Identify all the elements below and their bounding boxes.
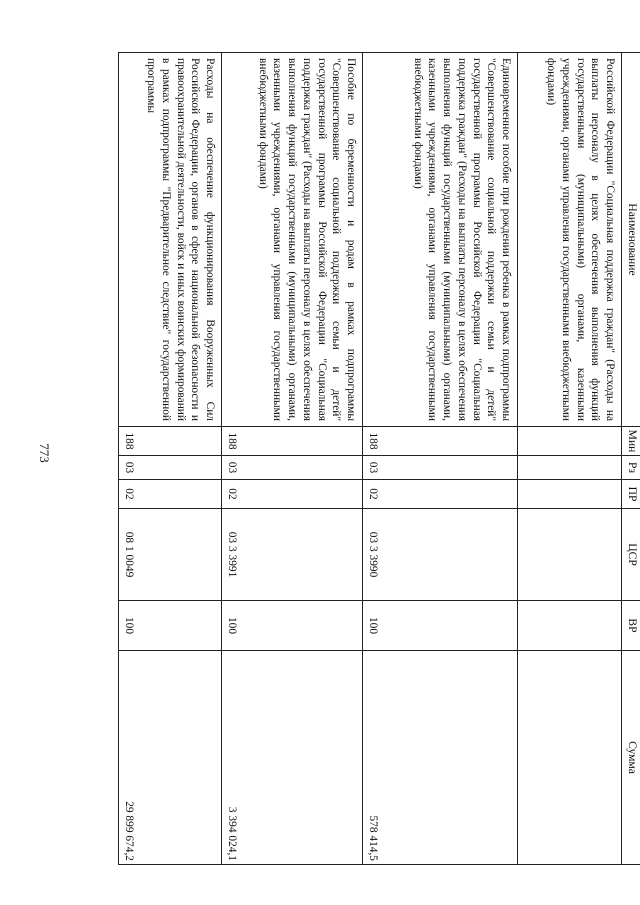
table-header-row — [622, 53, 640, 865]
row-name: Пособие по беременности и родам в рамках подпрограммы "Совершенствование социальной поддержки семьи и детей" государственной программы Российской Федерации "Социальная поддержка граждан" (Расходы на выплаты персоналу в целях обеспечения выполнения функций государственными (муниципальными) органами, казенными учреждениями, органами управления государственными внебюджетными фондами) — [222, 53, 363, 427]
header-min: Мин — [622, 427, 640, 456]
row-min: 188 — [363, 427, 518, 456]
row-csr: 08 1 0049 — [119, 509, 222, 601]
row-rz: 03 — [222, 456, 363, 480]
row-vr — [518, 601, 622, 651]
row-rz — [518, 456, 622, 480]
row-vr: 100 — [363, 601, 518, 651]
row-rz: 03 — [363, 456, 518, 480]
row-name: Российской Федерации "Социальная поддержка граждан" (Расходы на выплаты персоналу в целях обеспечения выполнения функций государственными (муниципальными) органами, казенными учреждениями, органами управления государственными внебюджетными фондами) — [518, 53, 622, 427]
table-row — [363, 53, 518, 865]
header-vr: ВР — [622, 601, 640, 651]
header-sum: Сумма — [622, 651, 640, 865]
header-pr: ПР — [622, 480, 640, 509]
row-pr: 02 — [363, 480, 518, 509]
row-csr — [518, 509, 622, 601]
row-csr: 03 3 3991 — [222, 509, 363, 601]
row-sum — [518, 651, 622, 865]
table-row — [518, 53, 622, 865]
rotated-page — [51, 52, 640, 864]
table-row — [119, 53, 222, 865]
header-csr: ЦСР — [622, 509, 640, 601]
row-vr: 100 — [119, 601, 222, 651]
row-pr: 02 — [119, 480, 222, 509]
row-sum: 3 394 024,1 — [222, 651, 363, 865]
page-number: 773 — [37, 442, 52, 463]
row-pr — [518, 480, 622, 509]
table-row — [222, 53, 363, 865]
row-sum: 29 899 674,2 — [119, 651, 222, 865]
row-min: 188 — [222, 427, 363, 456]
header-name: Наименование — [622, 53, 640, 427]
row-name: Расходы на обеспечение функционирования Вооруженных Сил Российской Федерации, органов в сфере национальной безопасности и правоохранительной деятельности, войск и иных воинских формирований в рамках подпрограммы "Предварительное следствие" государственной программы — [119, 53, 222, 427]
row-rz: 03 — [119, 456, 222, 480]
budget-table — [118, 52, 640, 865]
header-rz: Рз — [622, 456, 640, 480]
row-name: Единовременное пособие при рождении ребенка в рамках подпрограммы "Совершенствование социальной поддержки семьи и детей" государственной программы Российской Федерации "Социальная поддержка граждан" (Расходы на выплаты персоналу в целях обеспечения выполнения функций государственными (муниципальными) органами, казенными учреждениями, органами управления государственными внебюджетными фондами) — [363, 53, 518, 427]
row-pr: 02 — [222, 480, 363, 509]
row-sum: 578 414,5 — [363, 651, 518, 865]
row-min: 188 — [119, 427, 222, 456]
row-min — [518, 427, 622, 456]
row-csr: 03 3 3990 — [363, 509, 518, 601]
row-vr: 100 — [222, 601, 363, 651]
